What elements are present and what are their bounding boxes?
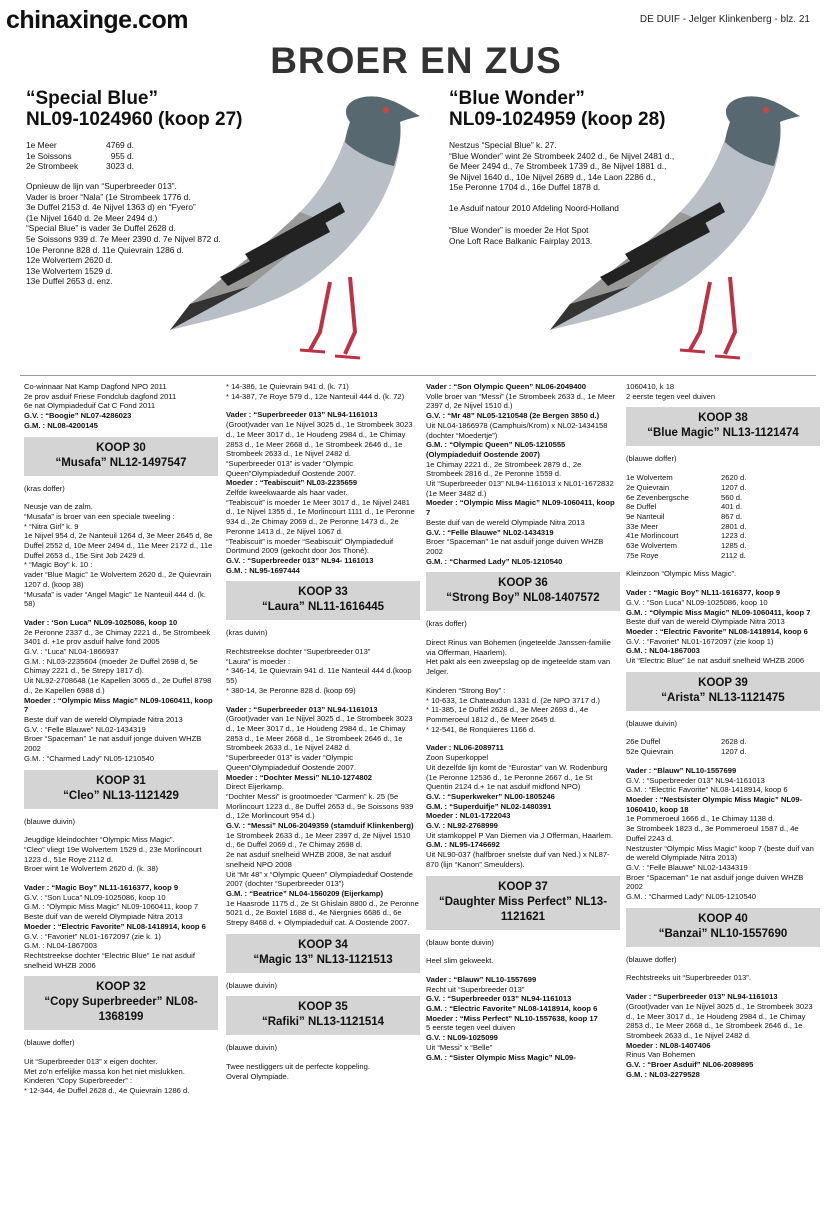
gv-line: G.V. : “Messi” NL06-2049359 (stamduif Klinkenberg) — [226, 821, 414, 831]
broer-text: Broer “Spaceman” 1e nat asduif jonge duiven WHZB 2002 — [24, 734, 202, 754]
lot-box-38 — [626, 407, 820, 446]
lot-text: Neusje van de zalm. “Musafa” is broer van een speciale tweeling : * “Nitra Girl” k. 9 1e Nijvel 954 d, 2e Nanteuil 1264 d, 3e Meer 2645 d, 8e Duffel 2552 d, 10e Meer 2494 d., 11e Meer 2172 d., 11e Duffel 2653 d., 15e Sint Job 2429 d. * “Magic Boy” k. 10 : vader “Blue Magic” 1e Wolvertem 2620 d., 2e Quievrain 1207 d. (koop 38) “Musafa” is vader “Angel Magic” 1e Nanteuil 444 d. (k. 58) — [24, 502, 213, 609]
gv-text: Uit NL04-1866978 (Camphuis/Krom) x NL02-1434158 (dochter “Moedertje”) — [426, 420, 608, 440]
vader-text: Zoon Superkoppel Uit dezelfde lijn komt de “Eurostar” van W. Rodenburg (1e Peronne 12536 d., 1e Peronne 2667 d., 1e St Quentin 2124 d.+ 1e nat asduif midfond NPO) — [426, 753, 608, 792]
gm-text: Uit “Electric Blue” 1e nat asduif snelheid WHZB 2006 — [626, 656, 805, 666]
intro-text: Co-winnaar Nat Kamp Dagfond NPO 2011 2e prov asduif Friese Fondclub dagfond 2011 6e nat Olympiadeduif Cat C Fond 2011 — [24, 382, 177, 411]
lot-title: KOOP 32 — [96, 981, 146, 994]
gv-line: G.V. : “Luca” NL04-1866937 — [24, 647, 119, 657]
moeder-line: Moeder : NL08-1407406 — [626, 1040, 711, 1050]
gv-line: G.V. : “Felle Blauwe” NL02-1434319 — [626, 862, 748, 872]
lot-sub: (blauwe doffer) — [626, 954, 677, 964]
gv-line: G.V. : “Superbreeder 013” NL94- 1161013 — [226, 555, 374, 565]
result-row: 6e Zevenbergsche 560 d. — [626, 492, 743, 502]
gm-line: G.M. : “Sister Olympic Miss Magic” NL09- — [426, 1052, 576, 1062]
gv-text: Uit stamkoppel P Van Diemen via J Offerman, Haarlem. — [426, 830, 613, 840]
gv-line: G.V. : NL92-2768999 — [426, 821, 498, 831]
right-pigeon-text2: 1e Asduif natour 2010 Afdeling Noord-Holland — [449, 203, 619, 213]
left-pigeon-ring: NL09-1024960 (koop 27) — [26, 109, 243, 130]
right-pigeon-text3: “Blue Wonder” is moeder 2e Hot Spot One Loft Race Balkanic Fairplay 2013. — [449, 225, 593, 246]
moeder-text: Beste duif van de wereld Olympiade Nitra 2013 — [24, 714, 183, 724]
moeder-line: Moeder : “Olympic Miss Magic” NL09-1060411, koop 7 — [426, 498, 615, 518]
broer-text: Broer “Spaceman” 1e nat asduif jonge duiven WHZB 2002 — [626, 872, 804, 892]
gv-text: Uit “Messi” x “Belle” — [426, 1042, 493, 1052]
lot-sub: (blauwe duivin) — [24, 816, 76, 826]
lot-name: “Banzai” NL10-1557690 — [658, 927, 788, 940]
column-2 — [226, 382, 420, 1082]
gm-line: G.M. : NL03-2235604 (moeder 2e Duffel 2698 d, 5e Chimay 2221 d., 5e Strepy 1817 d). — [24, 656, 198, 676]
gm-line: G.M. : “Charmed Lady” NL05-1210540 — [24, 753, 155, 763]
moeder-line: Moeder : “Electric Favorite” NL08-1418914, koop 6 — [626, 626, 808, 636]
lot-sub: (kras duivin) — [226, 628, 268, 638]
lot-sub: (blauwe duivin) — [226, 980, 278, 990]
vader-line: Vader : “Magic Boy” NL11-1616377, koop 9 — [24, 883, 179, 893]
moeder-line: Moeder : “Teabiscuit” NL03-2235659 — [226, 478, 358, 488]
lot-name: “Blue Magic” NL13-1121474 — [647, 427, 799, 440]
vader-line: Vader : “Blauw” NL10-1557699 — [426, 974, 537, 984]
moeder-line: Moeder : “Nestsister Olympic Miss Magic” NL09-1060410, koop 18 — [626, 794, 802, 814]
lot-box-34 — [226, 934, 420, 973]
lot-title: KOOP 40 — [698, 912, 748, 925]
lot-title: KOOP 35 — [298, 1001, 348, 1014]
left-pigeon-results — [26, 140, 134, 172]
result-row: 1e Soissons 955 d. — [26, 150, 134, 161]
lot-text: Uit “Superbreeder 013” x eigen dochter. Met zo’n erfelijke massa kon het niet mislukken. Kinderen “Copy Superbreeder” : * 12-344, 4e Duffel 2628 d., 4e Quievrain 1286 d. — [24, 1057, 190, 1096]
lot-name: “Laura” NL11-1616445 — [261, 601, 385, 614]
result-row: 75e Roye 2112 d. — [626, 550, 746, 560]
gm-line: G.M. : “Olympic Miss Magic” NL09-1060411, koop 7 — [626, 607, 811, 617]
lot-box-30 — [24, 437, 218, 476]
vader-line: Vader : “Magic Boy” NL11-1616377, koop 9 — [626, 588, 781, 598]
lot-sub: (kras doffer) — [24, 483, 65, 493]
column-1 — [24, 382, 218, 1096]
gv-line: G.V. : “Son Luca” NL09-1025086, koop 10 — [24, 892, 166, 902]
lot-sub: (kras doffer) — [426, 619, 467, 629]
lot-text: Twee nestliggers uit de perfecte koppeling. Overal Olympiade. — [226, 1062, 370, 1081]
vader-line: Vader : ‘Son Luca” NL09-1025086, koop 10 — [24, 617, 178, 627]
result-row: 52e Quievrain 1207 d. — [626, 747, 747, 757]
pigeon-photo-left-icon — [150, 82, 440, 372]
lot-text: Jeugdige kleindochter “Olympic Miss Magic”. “Cleo” vliegt 19e Wolvertem 1529 d., 23e Morlincourt 1223 d., 51e Roye 2112 d. Broer wint 1e Wolvertem 2620 d. (k. 38) — [24, 835, 202, 874]
page-header: DE DUIF - Jelger Klinkenberg - blz. 21 — [639, 14, 810, 25]
page-title: BROER EN ZUS — [270, 40, 562, 81]
lot-title: KOOP 39 — [698, 676, 748, 689]
column-4 — [626, 382, 820, 1079]
vader-line: Vader : “Son Olympic Queen” NL06-2049400 — [426, 382, 586, 391]
vader-line: Vader : NL06-2089711 — [426, 743, 504, 753]
vader-line: Vader : “Blauw” NL10-1557699 — [626, 765, 737, 775]
vader-line: Vader : “Superbreeder 013” NL94-1161013 — [226, 704, 378, 714]
moeder-text: 1e Pommeroeul 1666 d., 1e Chimay 1138 d. 3e Strombeek 1823 d., 3e Pommeroeul 1587 d., 4e Duffel 2243 d. Nestzuster “Olympic Miss Magic” koop 7 (beste duif van de wereld Olympiade Nitra 2013) — [626, 814, 814, 863]
lot-box-32 — [24, 976, 218, 1030]
gm-line: G.M. : NL08-4200145 — [24, 420, 98, 430]
lot-sub: (blauwe doffer) — [626, 454, 677, 464]
gv-line: G.V. : “Son Luca” NL09-1025086, koop 10 — [626, 597, 768, 607]
gv-line: G.V. : “Superbreeder 013” NL94-1161013 — [426, 994, 572, 1004]
gv-line: G.V. : “Superbreeder 013” NL94-1161013 — [626, 775, 765, 785]
right-pigeon-text1: Nestzus “Special Blue” k. 27. “Blue Wonder” wint 2e Strombeek 2402 d., 6e Nijvel 2481 d., 6e Meer 2494 d., 7e Strombeek 1739 d., 8e Nijvel 1881 d., 9e Nijvel 1640 d., 10e Nijvel 2689 d., 14e Laon 2286 d., 15e Peronne 1704 d., 16e Duffel 1878 d. — [449, 140, 675, 193]
lot-text: Heel slim gekweekt. — [426, 956, 494, 966]
lot-title: KOOP 30 — [96, 441, 146, 454]
watermark: chinaxinge.com — [6, 6, 188, 34]
broer-text: Broer “Spaceman” 1e nat asduif jonge duiven WHZB 2002 — [426, 537, 604, 556]
lot-sub: (blauwe doffer) — [24, 1038, 75, 1048]
lot-title: KOOP 31 — [96, 774, 146, 787]
gv-line: G.V. : “Boogie” NL07-4286023 — [24, 411, 132, 421]
moeder-line: Moeder : “Olympic Miss Magic” NL09-1060411, koop 7 — [24, 695, 213, 715]
lot-text: Rechtstreeks uit “Superbreeder 013”. — [626, 973, 751, 983]
lot-box-36 — [426, 572, 620, 611]
result-row: 41e Morlincourt 1223 d. — [626, 531, 747, 541]
lot-title: KOOP 38 — [698, 412, 748, 425]
lot-text: Rechtstreekse dochter “Superbreeder 013” “Laura” is moeder : * 346-14, 1e Quievrain 941 d. 11e Nanteuil 444 d.(koop 55) * 380-14, 3e Peronne 828 d. (koop 69) — [226, 647, 412, 695]
vader-text: Volle broer van “Messi” (1e Strombeek 2633 d., 1e Meer 2397 d, 2e Nijvel 1510 d.) — [426, 391, 616, 411]
gv-line: G.V. : “Felle Blauwe” NL02-1434319 — [24, 724, 146, 734]
result-row: 26e Duffel 2628 d. — [626, 737, 747, 747]
gm-line: G.M. : “Charmed Lady” NL05-1210540 — [426, 556, 563, 566]
gm-line: G.M. : NL03-2279528 — [626, 1069, 700, 1079]
gv-text: 1e Strombeek 2633 d., 1e Meer 2397 d, 2e Nijvel 1510 d., 6e Duffel 2069 d., 7e Chimay 2698 d. 2e nat asduif snelheid WHZB 2008, 3e nat asduif snelheid NPO 2008 Uit “Mr 48” x “Olympic Queen” Olympiadeduif Oostende 2007 (dochter “Superbreeder 013”) — [226, 830, 413, 889]
gm-line: G.M. : “Olympic Queen” NL05-1210555 (Olympiadeduif Oostende 2007) — [426, 440, 566, 459]
lot-text: Direct Rinus van Bohemen (ingeteelde Janssen-familie via Offerman, Haarlem). Het pakt als een zweepslag op de ingeteelde stam van Jelger. — [426, 638, 611, 677]
vader-text: 2e Peronne 2337 d., 3e Chimay 2221 d., 5e Strombeek 3401 d. +1e prov asduif halve fond 2005 — [24, 627, 211, 647]
gm-text: 1e Chimay 2221 d., 2e Strombeek 2879 d., 2e Strombeek 2816 d., 2e Peronne 1559 d. Uit “Superbreeder 013” NL94-1161013 x NL01-1672832 (1e Meer 3482 d.) — [426, 459, 614, 498]
lot-sub: (blauwe duivin) — [226, 1043, 278, 1053]
gm-line: G.M. : “Electric Favorite” NL08-1418914, koop 6 — [426, 1004, 598, 1014]
lot-box-31 — [24, 770, 218, 809]
lot-title: KOOP 37 — [498, 880, 548, 893]
lot-name: “Strong Boy” NL08-1407572 — [446, 592, 600, 605]
lot-title: KOOP 34 — [298, 938, 348, 951]
vader-text: Recht uit “Superbreeder 013” — [426, 984, 525, 994]
lot-name: “Daughter Miss Perfect” NL13-1121621 — [438, 895, 608, 923]
gv-line: G.V. : “Felle Blauwe” NL02-1434319 — [426, 527, 554, 537]
lot-name: “Cleo” NL13-1121429 — [63, 789, 179, 802]
lot-name: “Musafa” NL12-1497547 — [55, 456, 187, 469]
moeder-text: 5 eerste tegen veel duiven — [426, 1023, 516, 1033]
gv-line: G.V. : “Superkweker” NL00-1805246 — [426, 791, 555, 801]
gm-text: Beste duif van de wereld Olympiade Nitra 2013 — [626, 617, 785, 627]
lot-name: “Magic 13” NL13-1121513 — [253, 953, 393, 966]
vader-text: (Groot)vader van 1e Nijvel 3025 d., 1e Strombeek 3023 d., 1e Meer 3017 d., 1e Houdeng 2984 d., 1e Chimay 2853 d., 1e Meer 2668 d., 1e Strombeek 2646 d., 1e Strombeek 2633 d., 1e Nijvel 2482 d. “Superbreeder 013” is vader “Olympic Queen”Olympiadeduif Oostende 2007. — [226, 714, 413, 772]
vader-line: Vader : “Superbreeder 013” NL94-1161013 — [226, 410, 378, 420]
result-row: 1e Wolvertem 2620 d. — [626, 473, 747, 483]
moeder-line: Moeder : NL01-1722043 — [426, 811, 511, 821]
gm-line: G.M. : “Electric Favorite” NL08-1418914, koop 6 — [626, 785, 788, 795]
moeder-line: Moeder : “Electric Favorite” NL08-1418914, koop 6 — [24, 921, 206, 931]
k38-results — [626, 473, 820, 560]
gm-line: G.M. : NL04-1867003 — [626, 646, 700, 656]
gm-line: G.M. : “Olympic Miss Magic” NL09-1060411, koop 7 — [24, 902, 199, 912]
lot-name: “Rafiki” NL13-1121514 — [261, 1016, 385, 1029]
right-pigeon-name: “Blue Wonder” — [449, 88, 585, 109]
gm-text: 1e Haasrode 1175 d., 2e St Ghislain 8800 d., 2e Peronne 5021 d., 2e Boxtel 1688 d., 4e Niergnies 6686 d., 6e Strepy 8468 d. + Olympiadeduif cat. A Oostende 2007. — [226, 898, 419, 928]
cont-text: * 14-386, 1e Quievrain 941 d. (k. 71) * 14-387, 7e Roye 579 d., 12e Nanteuil 444 d. (k. 72) — [226, 382, 405, 401]
lot-title: KOOP 36 — [498, 577, 548, 590]
vader-line: Vader : “Superbreeder 013” NL94-1161013 — [626, 992, 778, 1002]
gm-line: G.M. : “Charmed Lady” NL05-1210540 — [626, 892, 757, 902]
lot-sub: (blauwe duivin) — [626, 718, 678, 728]
lot-box-39 — [626, 672, 820, 711]
gm-text: Uit NL90-037 (halfbroer snelste duif van Ned.) x NL87-870 (lijn “Kanon” Smeulders). — [426, 850, 610, 869]
left-pigeon-name: “Special Blue” — [26, 88, 158, 109]
moeder-text: Rechtstreekse dochter “Electric Blue” 1e nat asduif snelheid WHZB 2006 — [24, 950, 195, 970]
gm-line: G.M. : “Superduifje” NL02-1480391 — [426, 801, 552, 811]
lot-box-37 — [426, 876, 620, 930]
k39-results — [626, 737, 820, 756]
right-pigeon-ring: NL09-1024959 (koop 28) — [449, 109, 666, 130]
result-row: 2e Strombeek 3023 d. — [26, 161, 134, 172]
divider — [20, 375, 816, 376]
moeder-text: Beste duif van de wereld Olympiade Nitra 2013 — [426, 517, 585, 527]
lot-name: “Arista” NL13-1121475 — [661, 691, 785, 704]
vader-text: Beste duif van de wereld Olympiade Nitra 2013 — [24, 912, 183, 922]
gv-line: G.V. : “Mr 48” NL05-1210548 (2e Bergen 3850 d.) — [426, 411, 600, 421]
left-pigeon-text: Opnieuw de lijn van “Superbreeder 013”. Vader is broer “Nala” (1e Strombeek 1776 d. 3e Duffel 2153 d. 4e Nijvel 1363 d) en “Fyero” (1e Nijvel 1640 d. 2e Meer 2494 d.) “Special Blue” is vader 3e Duffel 2628 d. 5e Soissons 939 d. 7e Meer 2390 d. 7e Nijvel 872 d. 10e Peronne 828 d. 11e Quievrain 1286 d. 12e Wolvertem 2620 d. 13e Wolvertem 1529 d. 13e Duffel 2653 d. enz. — [26, 181, 221, 287]
gv-line: G.V. : “Favoriet” NL01-1672097 (zie koop 1) — [626, 636, 774, 646]
lot-name: “Copy Superbreeder” NL08-1368199 — [44, 996, 198, 1024]
lot-box-40 — [626, 908, 820, 947]
result-row: 33e Meer 2801 d. — [626, 521, 747, 531]
gv-line: G.V. : “Broer Asduif” NL06-2089895 — [626, 1060, 754, 1070]
lot-box-35 — [226, 996, 420, 1035]
vader-text: (Groot)vader van 1e Nijvel 3025 d., 1e Strombeek 3023 d., 1e Meer 3017 d., 1e Houdeng 2984 d., 1e Chimay 2853 d., 1e Meer 2668 d., 1e Strombeek 2646 d., 1e Strombeek 2633 d., 1e Nijvel 2482 d. “Superbreeder 013” is vader “Olympic Queen”Olympiadeduif Oostende 2007. — [226, 420, 413, 478]
gm-line: G.M. : NL95-1697444 — [226, 565, 300, 575]
uit-text: Uit NL92-2708648 (1e Kapellen 3065 d., 2e Duffel 8798 d., 2e Kapellen 6988 d.) — [24, 676, 212, 695]
column-3 — [426, 382, 620, 1062]
result-row: 2e Quievrain 1207 d. — [626, 482, 747, 492]
gv-line: G.V. : NL09-1025099 — [426, 1033, 498, 1043]
vader-text: (Groot)vader van 1e Nijvel 3025 d., 1e Strombeek 3023 d., 1e Meer 3017 d., 1e Houdeng 2984 d., 1e Chimay 2853 d., 1e Meer 2668 d., 1e Strombeek 2646 d., 1e Strombeek 2633 d., 1e Nijvel 2482 d. — [626, 1001, 813, 1040]
lot-title: KOOP 33 — [298, 586, 348, 599]
lot-sub: (blauw bonte duivin) — [426, 937, 494, 947]
lot-text: Kleinzoon “Olympic Miss Magic”. — [626, 569, 737, 579]
gm-line: G.M. : NL04-1867003 — [24, 941, 98, 951]
result-row: 9e Nanteuil 867 d. — [626, 511, 743, 521]
gm-line: G.M. : “Beatrice” NL04-1560209 (Eijerkamp) — [226, 888, 384, 898]
gv-line: G.V. : “Favoriet” NL01-1672097 (zie k. 1) — [24, 931, 161, 941]
lot-text: Kinderen “Strong Boy” : * 10-633, 1e Chateaudun 1331 d. (2e NPO 3717 d.) * 11-385, 1e Duffel 2628 d., 3e Meer 2693 d., 4e Pommeroeul 1812 d., 6e Meer 2645 d. * 12-541, 8e Ronquieres 1166 d. — [426, 685, 600, 734]
result-row: 8e Duffel 401 d. — [626, 502, 743, 512]
moeder-text: Direct Eijerkamp. “Dochter Messi” is grootmoeder “Carmen” k. 25 (5e Morlincourt 1223 d., 8e Duffel 2653 d., 9e Soissons 939 d., 12e Morlincourt 954 d.) — [226, 782, 414, 821]
result-row: 63e Wolvertem 1285 d. — [626, 541, 747, 551]
moeder-text: Rinus Van Bohemen — [626, 1050, 696, 1060]
pigeon-photo-right-icon — [530, 82, 820, 372]
moeder-line: Moeder : “Dochter Messi” NL10-1274802 — [226, 772, 373, 782]
lot-box-33 — [226, 581, 420, 620]
cont-text: 1060410, k 18 2 eerste tegen veel duiven — [626, 382, 716, 401]
gm-line: G.M. : NL95-1746692 — [426, 840, 500, 850]
moeder-text: Zelfde kweekwaarde als haar vader. “Teabiscuit” is moeder 1e Meer 3017 d., 1e Nijvel 2481 d., 1e Nijvel 1355 d., 1e Morlincourt 1111 d., 1e Peronne 934 d., 2e Chimay 2069 d., 2e Peronne 1473 d., 2e Peronne 1413 d., 2e Nijvel 1067 d. “Teabiscuit” is moeder “Seabiscuit” Olympiadeduif Dortmund 2009 (gekocht door Jos Thoné). — [226, 488, 415, 556]
result-row: 1e Meer 4769 d. — [26, 140, 134, 150]
moeder-line: Moeder : “Miss Perfect” NL10-1557638, koop 17 — [426, 1013, 598, 1023]
